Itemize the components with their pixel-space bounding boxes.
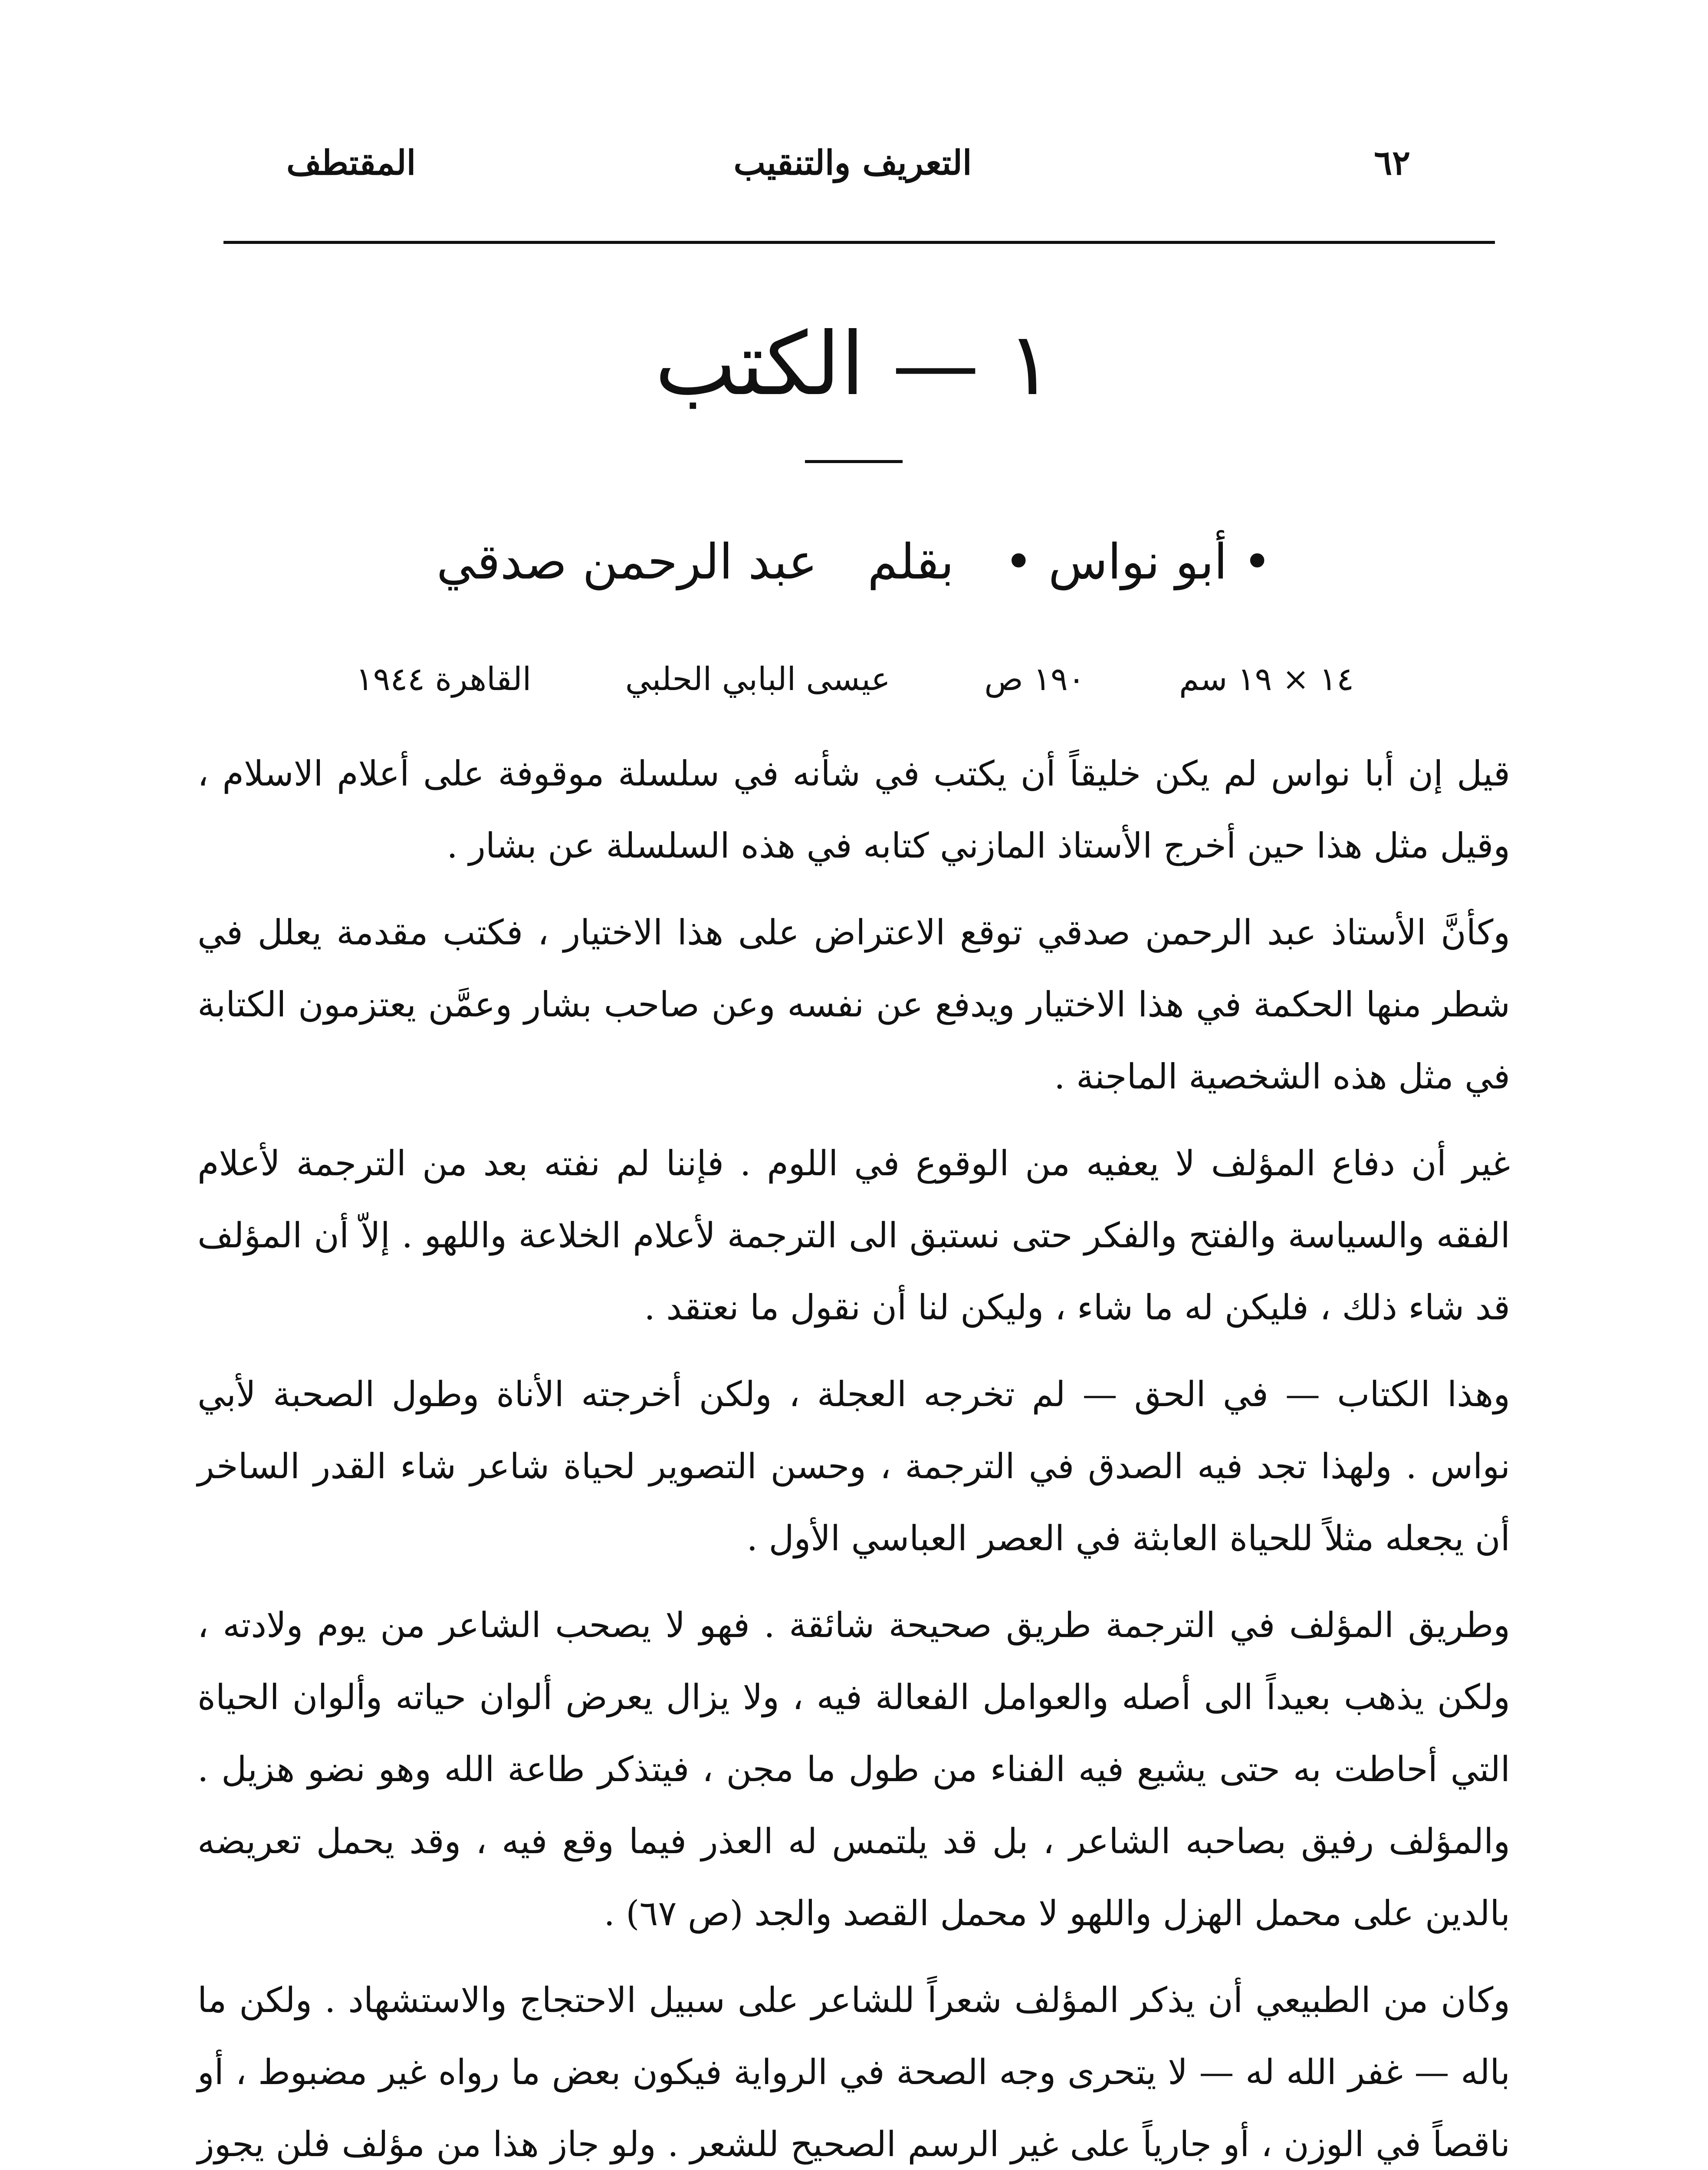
book-size: ١٤ × ١٩ سم [1179, 661, 1354, 698]
page-number: ٦٢ [1374, 143, 1410, 183]
title-divider [805, 460, 903, 463]
paragraph: وهذا الكتاب — في الحق — لم تخرجه العجلة ، ولكن أخرجته الأناة وطول الصحبة لأبي نواس . ولهذا تجد فيه الصدق في الترجمة ، وحسن التصوير لحياة شاعر شاء القدر الساخر أن يجعله مثلاً للحياة العابثة في العصر العباسي الأول . [197, 1374, 1510, 1558]
book-metadata [356, 655, 1354, 707]
section-title: ١ — الكتب [654, 314, 1054, 415]
by-label: بقلم [867, 534, 954, 590]
header-divider [223, 241, 1495, 244]
journal-name: المقتطف [286, 143, 416, 183]
paragraph: وكأنَّ الأستاذ عبد الرحمن صدقي توقع الاعتراض على هذا الاختيار ، فكتب مقدمة يعلل في شطر منها الحكمة في هذا الاختيار ويدفع عن نفسه وعن صاحب بشار وعمَّن يعتزمون الكتابة في مثل هذه الشخصية الماجنة . [197, 912, 1510, 1097]
paragraph: قيل إن أبا نواس لم يكن خليقاً أن يكتب في شأنه في سلسلة موقوفة على أعلام الاسلام ، وقيل مثل هذا حين أخرج الأستاذ المازني كتابه في هذه السلسلة عن بشار . [197, 753, 1510, 866]
section-name: التعريف والتنقيب [733, 143, 972, 183]
book-publisher: عيسى البابي الحلبي [625, 661, 890, 698]
book-pages: ١٩٠ ص [984, 661, 1085, 698]
book-title: • أبو نواس • [1004, 534, 1272, 590]
book-author: عبد الرحمن صدقي [436, 534, 818, 590]
book-place-year: القاهرة ١٩٤٤ [356, 661, 532, 698]
review-body [197, 738, 1510, 2170]
paragraph: غير أن دفاع المؤلف لا يعفيه من الوقوع في اللوم . فإننا لم نفته بعد من الترجمة لأعلام الفقه والسياسة والفتح والفكر حتى نستبق الى الترجمة لأعلام الخلاعة واللهو . إلاّ أن المؤلف قد شاء ذلك ، فليكن له ما شاء ، وليكن لنا أن نقول ما نعتقد . [197, 1143, 1510, 1328]
book-heading [0, 529, 1708, 595]
running-header [217, 143, 1488, 200]
paragraph: وطريق المؤلف في الترجمة طريق صحيحة شائقة . فهو لا يصحب الشاعر من يوم ولادته ، ولكن يذهب بعيداً الى أصله والعوامل الفعالة فيه ، ولا يزال يعرض ألوان حياته وألوان الحياة التي أحاطت به حتى يشيع فيه الفناء من طول ما مجن ، فيتذكر طاعة الله وهو نضو هزيل . والمؤلف رفيق بصاحبه الشاعر ، بل قد يلتمس له العذر فيما وقع فيه ، وقد يحمل تعريضه بالدين على محمل الهزل واللهو لا محمل القصد والجد (ص ٦٧) . [197, 1605, 1510, 1933]
paragraph: وكان من الطبيعي أن يذكر المؤلف شعراً للشاعر على سبيل الاحتجاج والاستشهاد . ولكن ما باله — غفر الله له — لا يتحرى وجه الصحة في الرواية فيكون بعض ما رواه غير مضبوط ، أو ناقصاً في الوزن ، أو جارياً على غير الرسم الصحيح للشعر . ولو جاز هذا من مؤلف فلن يجوز [197, 1980, 1510, 2164]
